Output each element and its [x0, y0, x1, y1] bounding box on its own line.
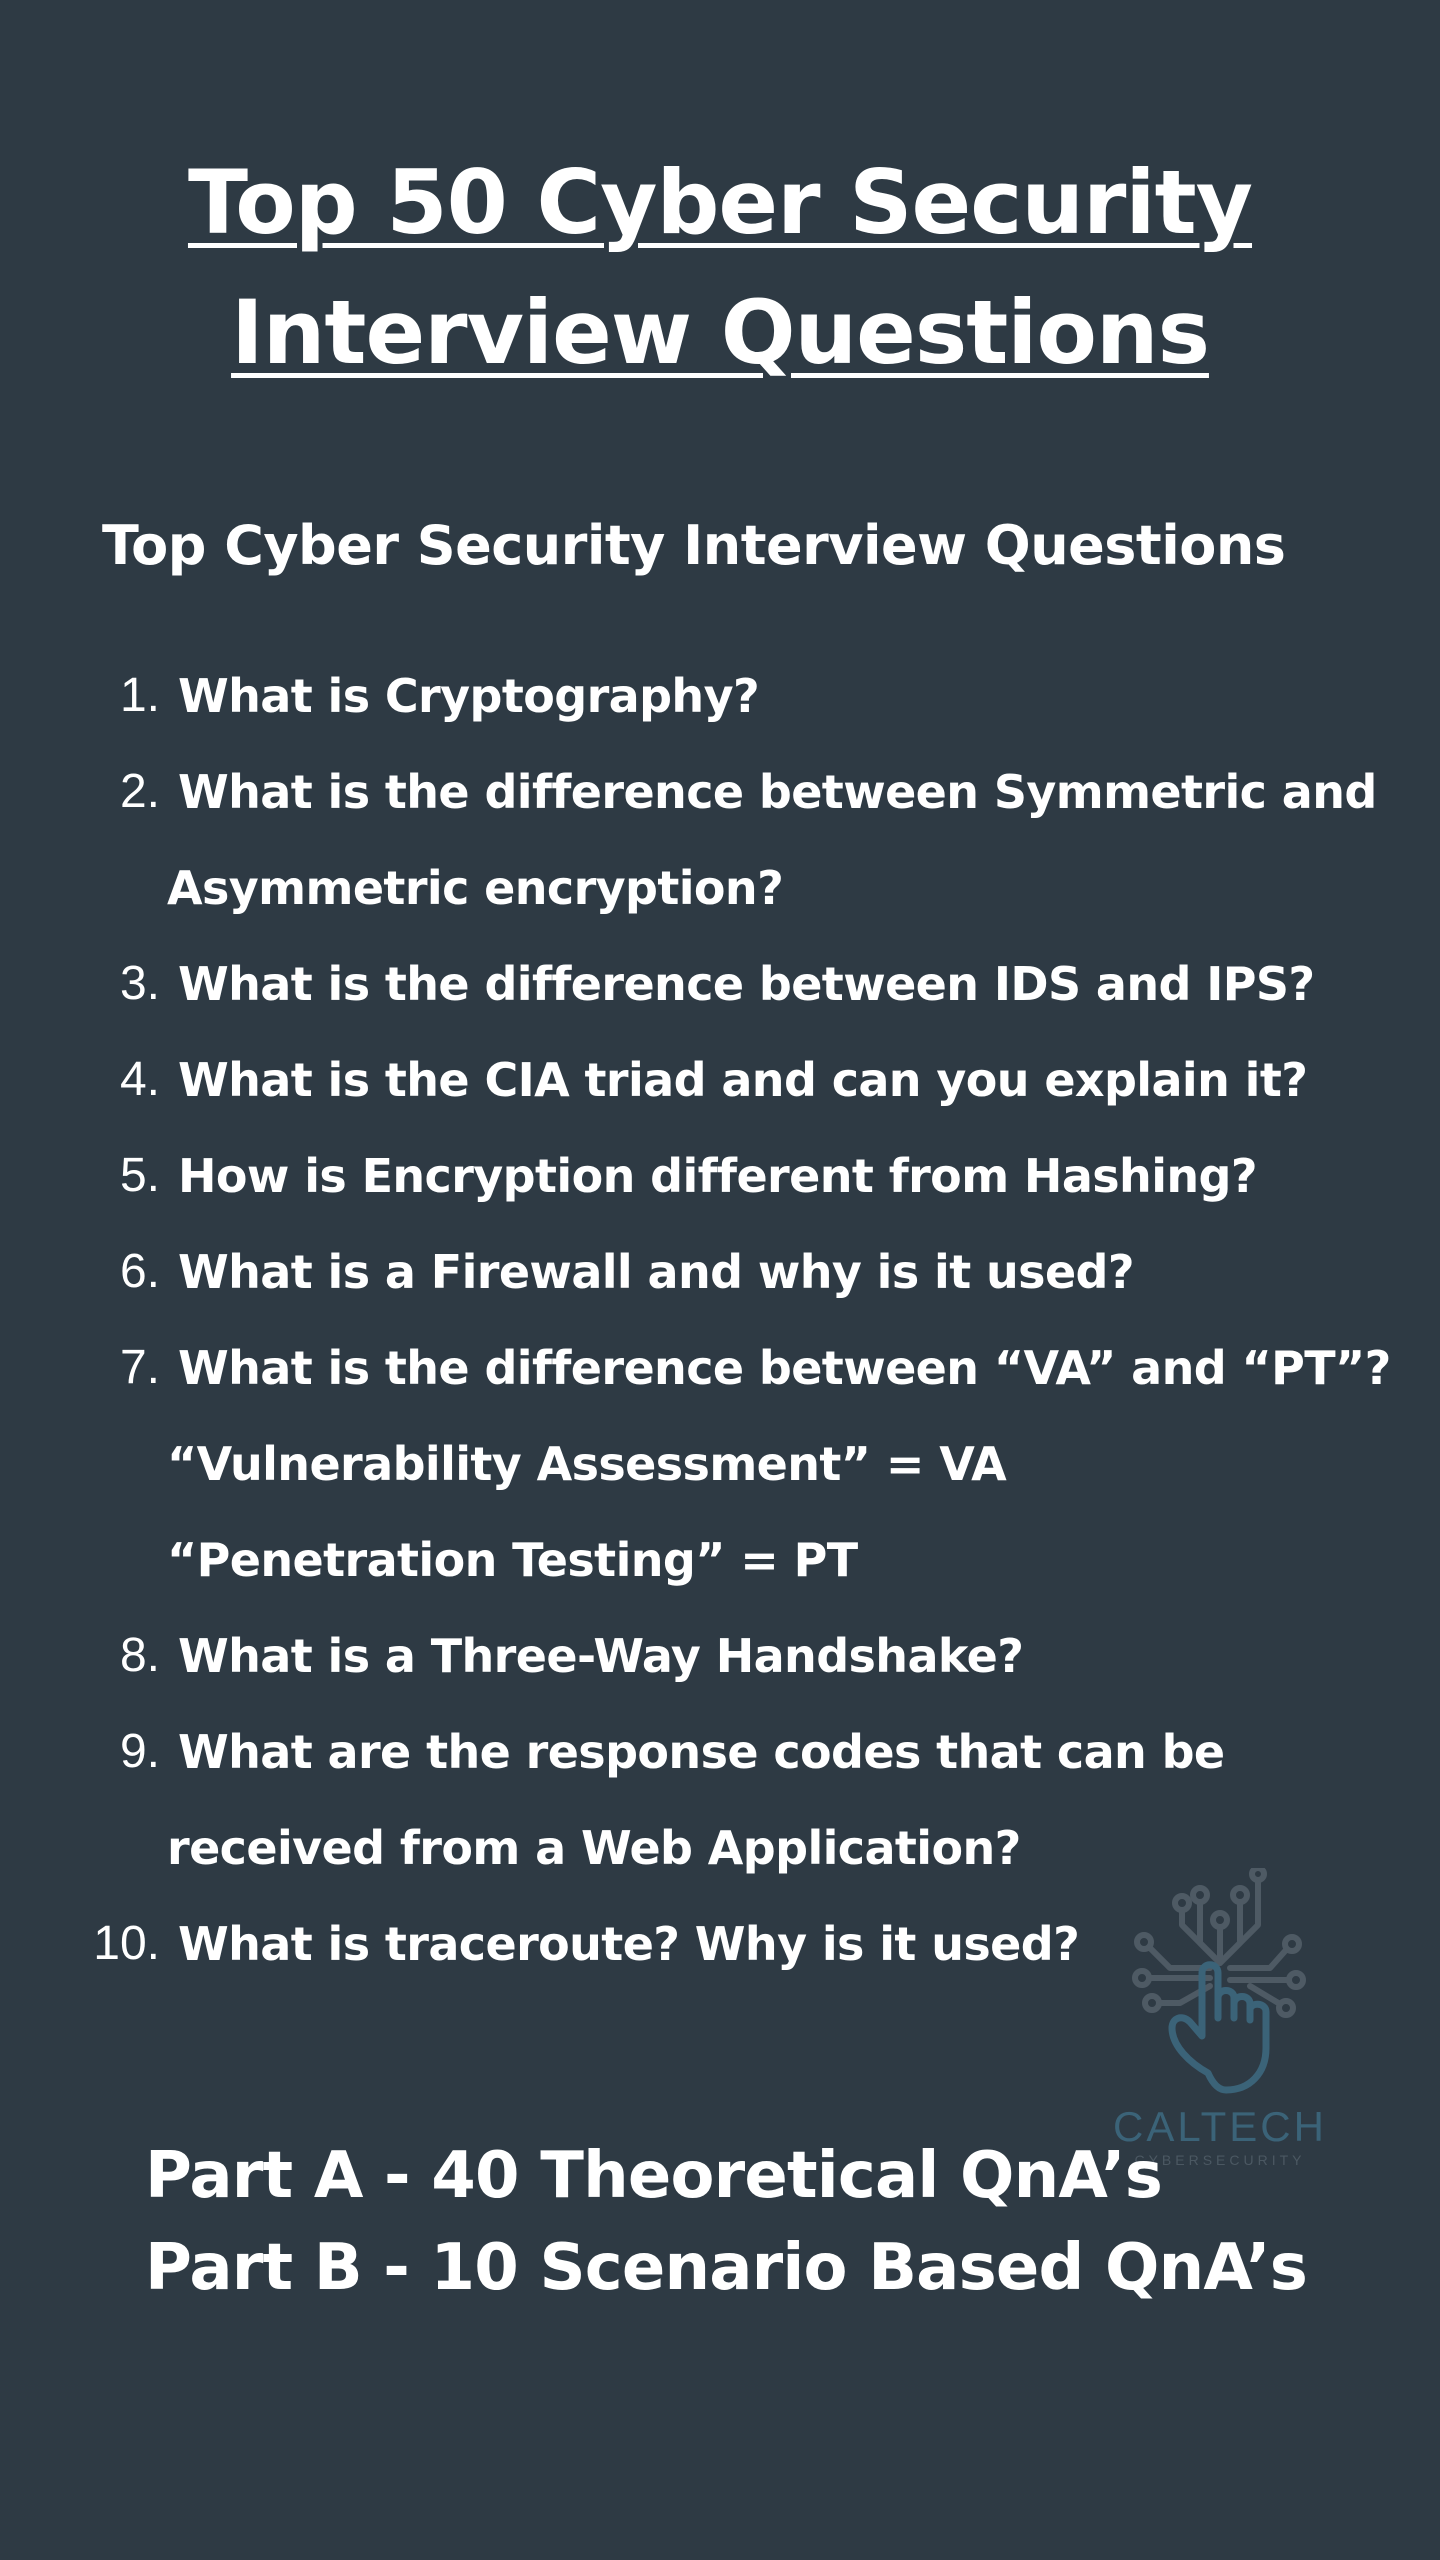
- list-item-text: What is a Three-Way Handshake?: [178, 1629, 1024, 1683]
- list-item-number: 8.: [119, 1629, 160, 1682]
- list-item-number: 1.: [119, 669, 160, 722]
- circuit-hand-icon: [1110, 1868, 1330, 2108]
- list-item-text: What is the difference between Symmetric and: [178, 765, 1377, 819]
- list-item-text: How is Encryption different from Hashing?: [178, 1149, 1257, 1203]
- part-a-label: Part A - 40 Theoretical QnA’s: [145, 2139, 1163, 2213]
- title-line-2: Interview Questions: [231, 281, 1209, 384]
- list-item-text: received from a Web Application?: [167, 1821, 1021, 1875]
- logo-brand-name: CALTECH: [1113, 2103, 1327, 2150]
- list-item-text: What are the response codes that can be: [178, 1725, 1225, 1779]
- list-item-number: 6.: [119, 1245, 160, 1298]
- list-item-text: What is the difference between “VA” and “PT”?: [178, 1341, 1391, 1395]
- list-item-text: What is the difference between IDS and IPS?: [178, 957, 1315, 1011]
- list-item-number: 3.: [119, 957, 160, 1010]
- list-item-text: “Vulnerability Assessment” = VA: [167, 1437, 1007, 1491]
- title-line-1: Top 50 Cyber Security: [187, 151, 1253, 254]
- list-item-text: What is the CIA triad and can you explain it?: [178, 1053, 1308, 1107]
- list-item-number: 4.: [119, 1053, 160, 1106]
- list-item-text: What is Cryptography?: [178, 669, 760, 723]
- part-b-label: Part B - 10 Scenario Based QnA’s: [145, 2231, 1307, 2305]
- list-item-text: “Penetration Testing” = PT: [167, 1533, 858, 1587]
- logo-brand-sub: CYBERSECURITY: [1134, 2152, 1306, 2168]
- section-heading: Top Cyber Security Interview Questions: [102, 514, 1286, 577]
- list-item-text: Asymmetric encryption?: [167, 861, 784, 915]
- list-item-number: 9.: [119, 1725, 160, 1778]
- list-item-text: What is a Firewall and why is it used?: [178, 1245, 1134, 1299]
- list-item-number: 5.: [119, 1149, 160, 1202]
- list-item-number: 7.: [119, 1341, 160, 1394]
- page-title: [0, 138, 1440, 398]
- parts-summary: [145, 2130, 1307, 2314]
- list-item-number: 10.: [93, 1917, 160, 1970]
- list-item-number: 2.: [119, 765, 160, 818]
- list-item-text: What is traceroute? Why is it used?: [178, 1917, 1080, 1971]
